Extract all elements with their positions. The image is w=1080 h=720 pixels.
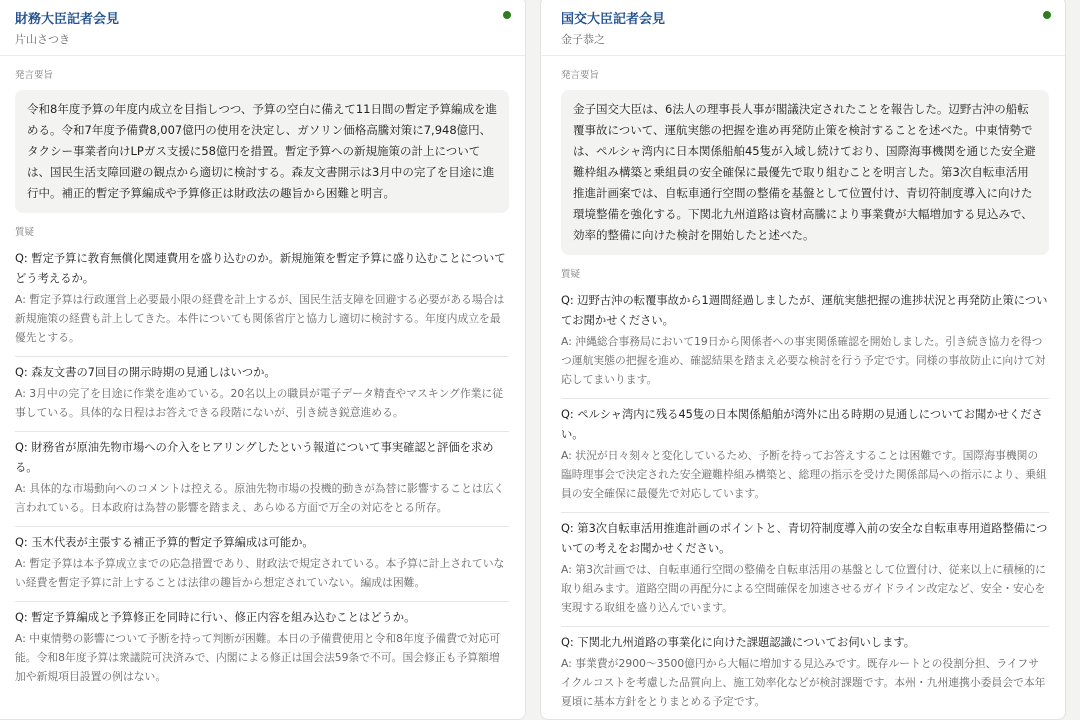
press-card-finance <box>0 0 526 720</box>
answer: A: 事業費が2900～3500億円から大幅に増加する見込みです。既存ルートとの役割分担、ライフサイクルコストを考慮した品質向上、施工効率化などが検討課題です。本州・九州連携小委員会で本年夏頃に基本方針をとりまとめる予定です。 <box>561 657 1046 708</box>
qa-item <box>15 602 509 695</box>
qa-list <box>15 243 511 695</box>
card-header <box>0 0 525 56</box>
speaker-name: 片山さつき <box>15 33 70 46</box>
card-body <box>0 56 525 695</box>
answer: A: 状況が日々刻々と変化しているため、予断を持ってお答えすることは困難です。国際海事機関の臨時理事会で決定された安全避難枠組み構築と、総理の指示を受けた関係部局への指示により、乗組員の安全確保に最優先で対応しています。 <box>561 449 1047 500</box>
answer: A: 沖縄総合事務局において19日から関係者への事実関係確認を開始しました。引き続き協力を得つつ運航実態の把握を進め、確認結果を踏まえ必要な検討を行う予定です。同様の事故防止に向けて対応してまいります。 <box>561 335 1046 386</box>
question: Q: 辺野古沖の転覆事故から1週間経過しましたが、運航実態把握の進捗状況と再発防止策についてお聞かせください。 <box>561 294 1048 327</box>
qa-item <box>561 285 1049 399</box>
speaker-name: 金子恭之 <box>561 33 605 46</box>
answer: A: 3月中の完了を目途に作業を進めている。20名以上の職員が電子データ精査やマスキング作業に従事している。具体的な日程はお答えできる段階にないが、引き続き鋭意進める。 <box>15 387 504 419</box>
card-title[interactable]: 財務大臣記者会見 <box>15 12 120 27</box>
answer: A: 暫定予算は行政運営上必要最小限の経費を計上するが、国民生活支障を回避する必要がある場合は新規施策の経費も計上してきた。本件についても関係省庁と協力し適切に検討する。年度内成立を最優先とする。 <box>15 293 505 344</box>
qa-list <box>561 285 1051 720</box>
summary-label: 発言要旨 <box>15 70 54 81</box>
question: Q: 森友文書の7回目の開示時期の見通しはいつか。 <box>15 366 276 379</box>
question: Q: 下関北九州道路の事業化に向けた課題認識についてお伺いします。 <box>561 636 916 649</box>
status-dot-icon <box>1043 11 1051 19</box>
answer: A: 暫定予算は本予算成立までの応急措置であり、財政法で規定されている。本予算に計上されていない経費を暫定予算に計上することは法律の趣旨から想定されていない。編成は困難。 <box>15 557 505 589</box>
answer: A: 中東情勢の影響について予断を持って判断が困難。本日の予備費使用と令和8年度予備費で対応可能。令和8年度予算は衆議院可決済みで、内閣による修正は国会法59条で不可。国会修正も予算額増加や新規項目設置の例はない。 <box>15 632 501 683</box>
qa-item <box>15 243 509 357</box>
press-card-transport <box>540 0 1066 720</box>
qa-item <box>15 432 509 527</box>
answer: A: 第3次計画では、自転車通行空間の整備を自転車活用の基盤として位置付け、従来以上に積極的に取り組みます。道路空間の再配分による空間確保を加速させるガイドライン改定など、安全・安心を実現する取組を盛り込んでいます。 <box>561 563 1046 614</box>
question: Q: 玉木代表が主張する補正予算的暫定予算編成は可能か。 <box>15 536 314 549</box>
qa-item <box>561 399 1049 513</box>
summary-text: 金子国交大臣は、6法人の理事長人事が閣議決定されたことを報告した。辺野古沖の船転覆事故について、運航実態の把握を進め再発防止策を検討することを述べた。中東情勢では、ペルシャ湾内に日本関係船舶45隻が入域し続けており、国際海事機関を通じた安全避難枠組み構築と乗組員の安全確保に最優先で取り組むことを明言した。第3次自転車活用推進計画案では、自転車通行空間の整備を基盤として位置付け、青切符制度導入に向けた環境整備を強化する。下関北九州道路は資材高騰により事業費が大幅増加する見込みで、効率的整備に向けた検討を開始したと述べた。 <box>561 90 1049 255</box>
qa-label: 質疑 <box>561 269 581 280</box>
question: Q: ペルシャ湾内に残る45隻の日本関係船舶が湾外に出る時期の見通しについてお聞かせください。 <box>561 408 1043 441</box>
qa-label: 質疑 <box>15 227 35 238</box>
qa-item <box>561 513 1049 627</box>
status-dot-icon <box>503 11 511 19</box>
qa-item <box>15 527 509 602</box>
summary-label: 発言要旨 <box>561 70 600 81</box>
question: Q: 財務省が原油先物市場への介入をヒアリングしたという報道について事実確認と評価を求める。 <box>15 441 494 474</box>
question: Q: 第3次自転車活用推進計画のポイントと、青切符制度導入前の安全な自転車専用道路整備についての考えをお聞かせください。 <box>561 522 1048 555</box>
qa-item <box>561 627 1049 720</box>
summary-text: 令和8年度予算の年度内成立を目指しつつ、予算の空白に備えて11日間の暫定予算編成を進める。令和7年度予備費8,007億円の使用を決定し、ガソリン価格高騰対策に7,948億円、タクシー事業者向けLPガス支援に58億円を措置。暫定予算への新規施策の計上については、国民生活支障回避の観点から適切に検討する。森友文書開示は3月中の完了を目途に進行中。補正的暫定予算編成や予算修正は財政法の趣旨から困難と明言。 <box>15 90 509 213</box>
card-body <box>541 56 1065 720</box>
question: Q: 暫定予算編成と予算修正を同時に行い、修正内容を組み込むことはどうか。 <box>15 611 416 624</box>
qa-item <box>15 357 509 432</box>
question: Q: 暫定予算に教育無償化関連費用を盛り込むのか。新規施策を暫定予算に盛り込むことについてどう考えるか。 <box>15 252 506 285</box>
card-title[interactable]: 国交大臣記者会見 <box>561 12 666 27</box>
card-header <box>541 0 1065 56</box>
answer: A: 具体的な市場動向へのコメントは控える。原油先物市場の投機的動きが為替に影響することは広く言われている。日本政府は為替の影響を踏まえ、あらゆる方面で万全の対応をとる所存。 <box>15 482 505 514</box>
